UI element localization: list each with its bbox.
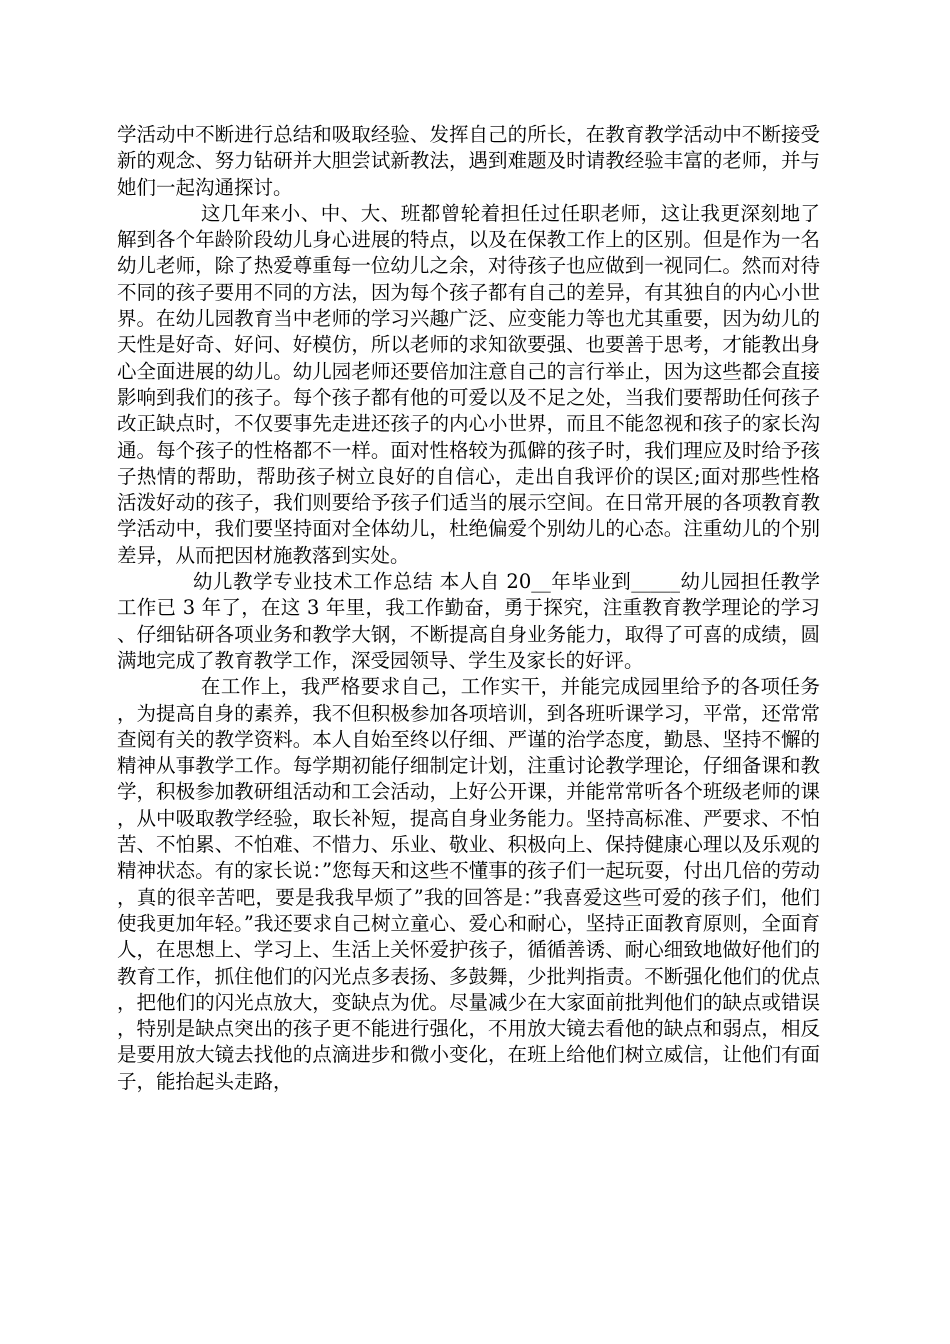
paragraph-work-summary-intro: 幼儿教学专业技术工作总结 本人自 20__年毕业到_____幼儿园担任教学工作已 3 年了，在这 3 年里，我工作勤奋，勇于探究，注重教育教学理论的学习、仔细钻研各项业务和教学大钢，不断提高自身业务能力，取得了可喜的成绩，圆满地完成了教育教学工作，深受园领导、学生及家长的好评。 [117, 570, 820, 672]
document-page [117, 122, 820, 1095]
paragraph-work-attitude: 在工作上，我严格要求自己，工作实干，并能完成园里给予的各项任务，为提高自身的素养，我不但积极参加各项培训，到各班听课学习，平常，还常常查阅有关的教学资料。本人自始至终以仔细、严谨的治学态度，勤恳、坚持不懈的精神从事教学工作。每学期初能仔细制定计划，注重讨论教学理论，仔细备课和教学，积极参加教研组活动和工会活动，上好公开课，并能常常听各个班级老师的课，从中吸取教学经验，取长补短，提高自身业务能力。坚持高标准、严要求、不怕苦、不怕累、不怕难、不惜力、乐业、敬业、积极向上、保持健康心理以及乐观的精神状态。有的家长说：”您每天和这些不懂事的孩子们一起玩耍，付出几倍的劳动，真的很辛苦吧，要是我我早烦了”我的回答是：”我喜爱这些可爱的孩子们，他们使我更加年轻。”我还要求自己树立童心、爱心和耐心，坚持正面教育原则，全面育人，在思想上、学习上、生活上关怀爱护孩子，循循善诱、耐心细致地做好他们的教育工作，抓住他们的闪光点多表扬、多鼓舞，少批判指责。不断强化他们的优点，把他们的闪光点放大，变缺点为优。尽量减少在大家面前批判他们的缺点或错误，特别是缺点突出的孩子更不能进行强化，不用放大镜去看他的缺点和弱点，相反是要用放大镜去找他的点滴进步和微小变化，在班上给他们树立威信，让他们有面子，能抬起头走路， [117, 675, 820, 1093]
paragraph-teaching-experience: 这几年来小、中、大、班都曾轮着担任过任职老师，这让我更深刻地了解到各个年龄阶段幼儿身心进展的特点，以及在保教工作上的区别。但是作为一名幼儿老师，除了热爱尊重每一位幼儿之余，对待孩子也应做到一视同仁。然而对待不同的孩子要用不同的方法，因为每个孩子都有自己的差异，有其独自的内心小世界。在幼儿园教育当中老师的学习兴趣广泛、应变能力等也尤其重要，因为幼儿的天性是好奇、好问、好模仿，所以老师的求知欲要强、也要善于思考，才能教出身心全面进展的幼儿。幼儿园老师还要倍加注意自己的言行举止，因为这些都会直接影响到我们的孩子。每个孩子都有他的可爱以及不足之处，当我们要帮助任何孩子改正缺点时，不仅要事先走进还孩子的内心小世界，而且不能忽视和孩子的家长沟通。每个孩子的性格都不一样。面对性格较为孤僻的孩子时，我们理应及时给予孩子热情的帮助，帮助孩子树立良好的自信心，走出自我评价的误区;面对那些性格活泼好动的孩子，我们则要给予孩子们适当的展示空间。在日常开展的各项教育教学活动中，我们要坚持面对全体幼儿，杜绝偏爱个别幼儿的心态。注重幼儿的个别差异，从而把因材施教落到实处。 [117, 201, 820, 567]
paragraph-continuation: 学活动中不断进行总结和吸取经验、发挥自己的所长，在教育教学活动中不断接受新的观念、努力钻研并大胆尝试新教法，遇到难题及时请教经验丰富的老师，并与她们一起沟通探讨。 [117, 123, 820, 199]
